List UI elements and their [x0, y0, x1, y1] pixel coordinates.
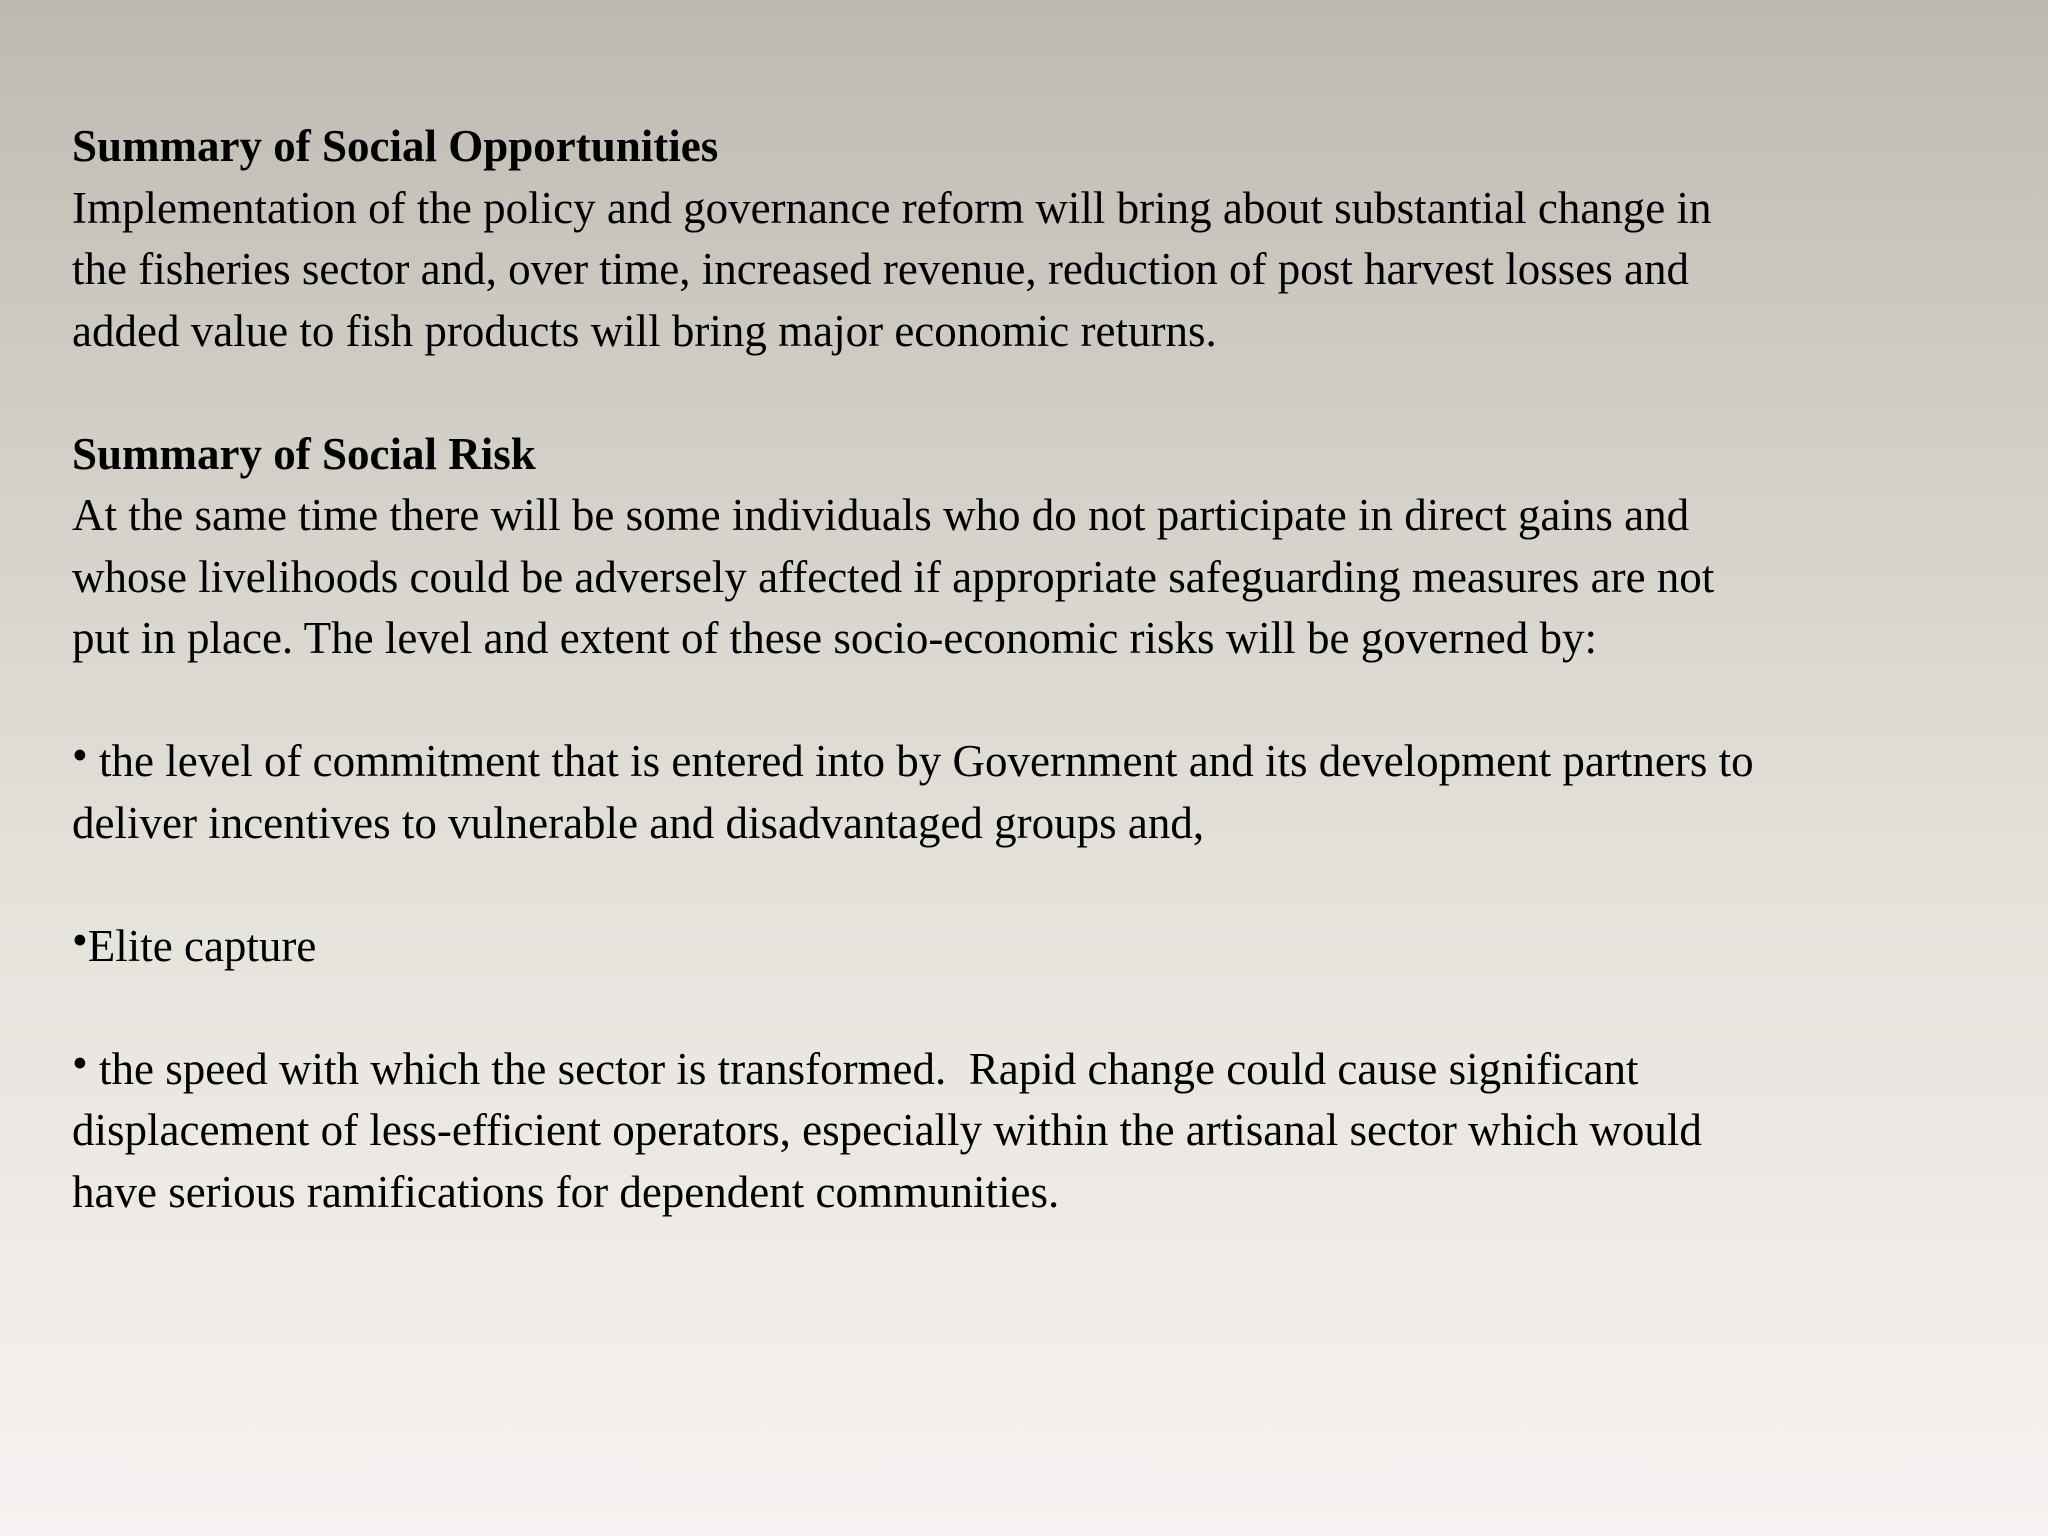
bullet-speed — [72, 1039, 2012, 1101]
opportunities-heading: Summary of Social Opportunities — [72, 121, 719, 171]
bullet-continuation: have serious ramifications for dependent communities. — [72, 1166, 1060, 1217]
bullet-icon: • — [72, 914, 88, 965]
bullet-elite-capture — [72, 916, 2012, 978]
bullet-icon: • — [72, 1037, 88, 1088]
risk-line: whose livelihoods could be adversely affected if appropriate safeguarding measures are not — [72, 551, 1715, 602]
risk-heading: Summary of Social Risk — [72, 428, 536, 479]
bullet-commitment — [72, 731, 2012, 793]
spacer — [72, 854, 2012, 916]
opportunities-line: Implementation of the policy and governance reform will bring about substantial change in — [72, 182, 1712, 233]
bullet-continuation: deliver incentives to vulnerable and disadvantaged groups and, — [72, 797, 1205, 848]
spacer — [72, 977, 2012, 1039]
risk-line: At the same time there will be some individuals who do not participate in direct gains and — [72, 490, 1690, 540]
bullet-text: the level of commitment that is entered into by Government and its development partners to — [87, 736, 1754, 786]
bullet-text: Elite capture — [87, 920, 317, 971]
spacer — [72, 670, 2012, 732]
opportunities-line: the fisheries sector and, over time, increased revenue, reduction of post harvest losses and — [72, 244, 1689, 294]
spacer — [72, 362, 2012, 424]
slide-content — [72, 116, 2012, 1223]
bullet-icon: • — [72, 730, 88, 780]
risk-line: put in place. The level and extent of these socio-economic risks will be governed by: — [72, 613, 1597, 663]
bullet-continuation: displacement of less-efficient operators, especially within the artisanal sector which would — [72, 1105, 1702, 1155]
bullet-text: the speed with which the sector is transformed. Rapid change could cause significant — [87, 1043, 1639, 1094]
opportunities-line: added value to fish products will bring major economic returns. — [72, 305, 1217, 356]
